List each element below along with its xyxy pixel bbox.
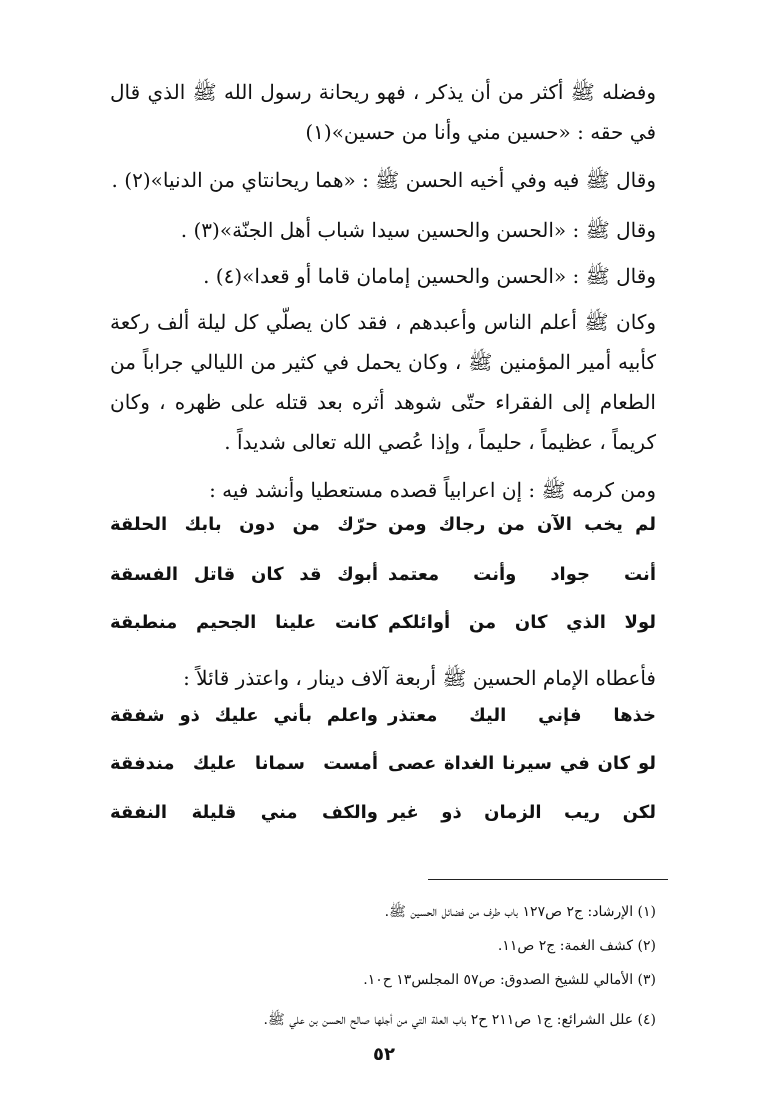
hadith-sayyida-shabab: وقال ﷺ : «الحسن والحسين سيدا شباب أهل الجنّة»(٣) .: [180, 218, 656, 242]
footnote: (٢) كشف الغمة: ج٢ ص١١.: [497, 938, 656, 954]
verse-second-hemistich: واعلم بأني عليك ذو شفقة: [110, 705, 378, 726]
poem1-intro: ومن كرمه ﷺ : إن اعرابياً قصده مستعطيا وأنشد فيه :: [209, 478, 656, 502]
poem2-verse: [110, 793, 656, 833]
poem2-intro: فأعطاه الإمام الحسين ﷺ أربعة آلاف دينار ، واعتذر قائلاً :: [183, 666, 656, 690]
hadith-imaman: وقال ﷺ : «الحسن والحسين إمامان قاما أو قعدا»(٤) .: [203, 264, 656, 288]
verse-first-hemistich: لولا الذي كان من أوائلكم: [388, 612, 656, 633]
hadith-rayhanatay: وقال ﷺ فيه وفي أخيه الحسن ﷺ : «هما ريحانتاي من الدنيا»(٢) .: [111, 168, 656, 192]
verse-first-hemistich: لم يخب الآن من رجاك ومن: [388, 514, 656, 535]
verse-second-hemistich: كانت علينا الجحيم منطبقة: [110, 612, 378, 633]
poem2-verse: [110, 744, 656, 784]
verse-first-hemistich: أنت جواد وأنت معتمد: [388, 564, 656, 585]
verse-second-hemistich: حرّك من دون بابك الحلقة: [110, 514, 378, 535]
poem1-verse: [110, 603, 656, 643]
poem1-verse: [110, 505, 656, 545]
footnote: (٤) علل الشرائع: ج١ ص٢١١ ح٢ باب العلة التي من أجلها صالح الحسن بن علي ﷺ.: [263, 1012, 656, 1028]
verse-second-hemistich: أمست سمانا عليك مندفقة: [110, 753, 378, 774]
poem2-verse: [110, 696, 656, 736]
page-number: ٥٢: [373, 1044, 395, 1065]
verse-first-hemistich: لكن ريب الزمان ذو غير: [388, 802, 656, 823]
verse-first-hemistich: لو كان في سيرنا الغداة عصى: [388, 753, 656, 774]
footnote: (١) الإرشاد: ج٢ ص١٢٧ باب طرف من فضائل الحسين ﷺ.: [384, 904, 656, 920]
footnote: (٣) الأمالي للشيخ الصدوق: ص٥٧ المجلس١٣ ح١٠.: [363, 972, 656, 988]
verse-second-hemistich: أبوك قد كان قاتل الفسقة: [110, 564, 378, 585]
paragraph-virtues: وفضله ﷺ أكثر من أن يذكر ، فهو ريحانة رسول الله ﷺ الذي قال في حقه : «حسين مني وأنا من حسين»(١): [110, 80, 656, 144]
verse-first-hemistich: خذها فإني اليك معتذر: [388, 705, 656, 726]
verse-second-hemistich: والكف مني قليلة النفقة: [110, 802, 378, 823]
poem1-verse: [110, 555, 656, 595]
footnote-divider: [428, 879, 668, 880]
paragraph-worship: وكان ﷺ أعلم الناس وأعبدهم ، فقد كان يصلّي كل ليلة ألف ركعة كأبيه أمير المؤمنين ﷺ ، وكان يحمل في كثير من الليالي جراباً من الطعام إلى الفقراء حتّى شوهد أثره بعد قتله على ظهره ، وكان كريماً ، عظيماً ، حليماً ، وإذا عُصي الله تعالى شديداً .: [110, 310, 656, 454]
